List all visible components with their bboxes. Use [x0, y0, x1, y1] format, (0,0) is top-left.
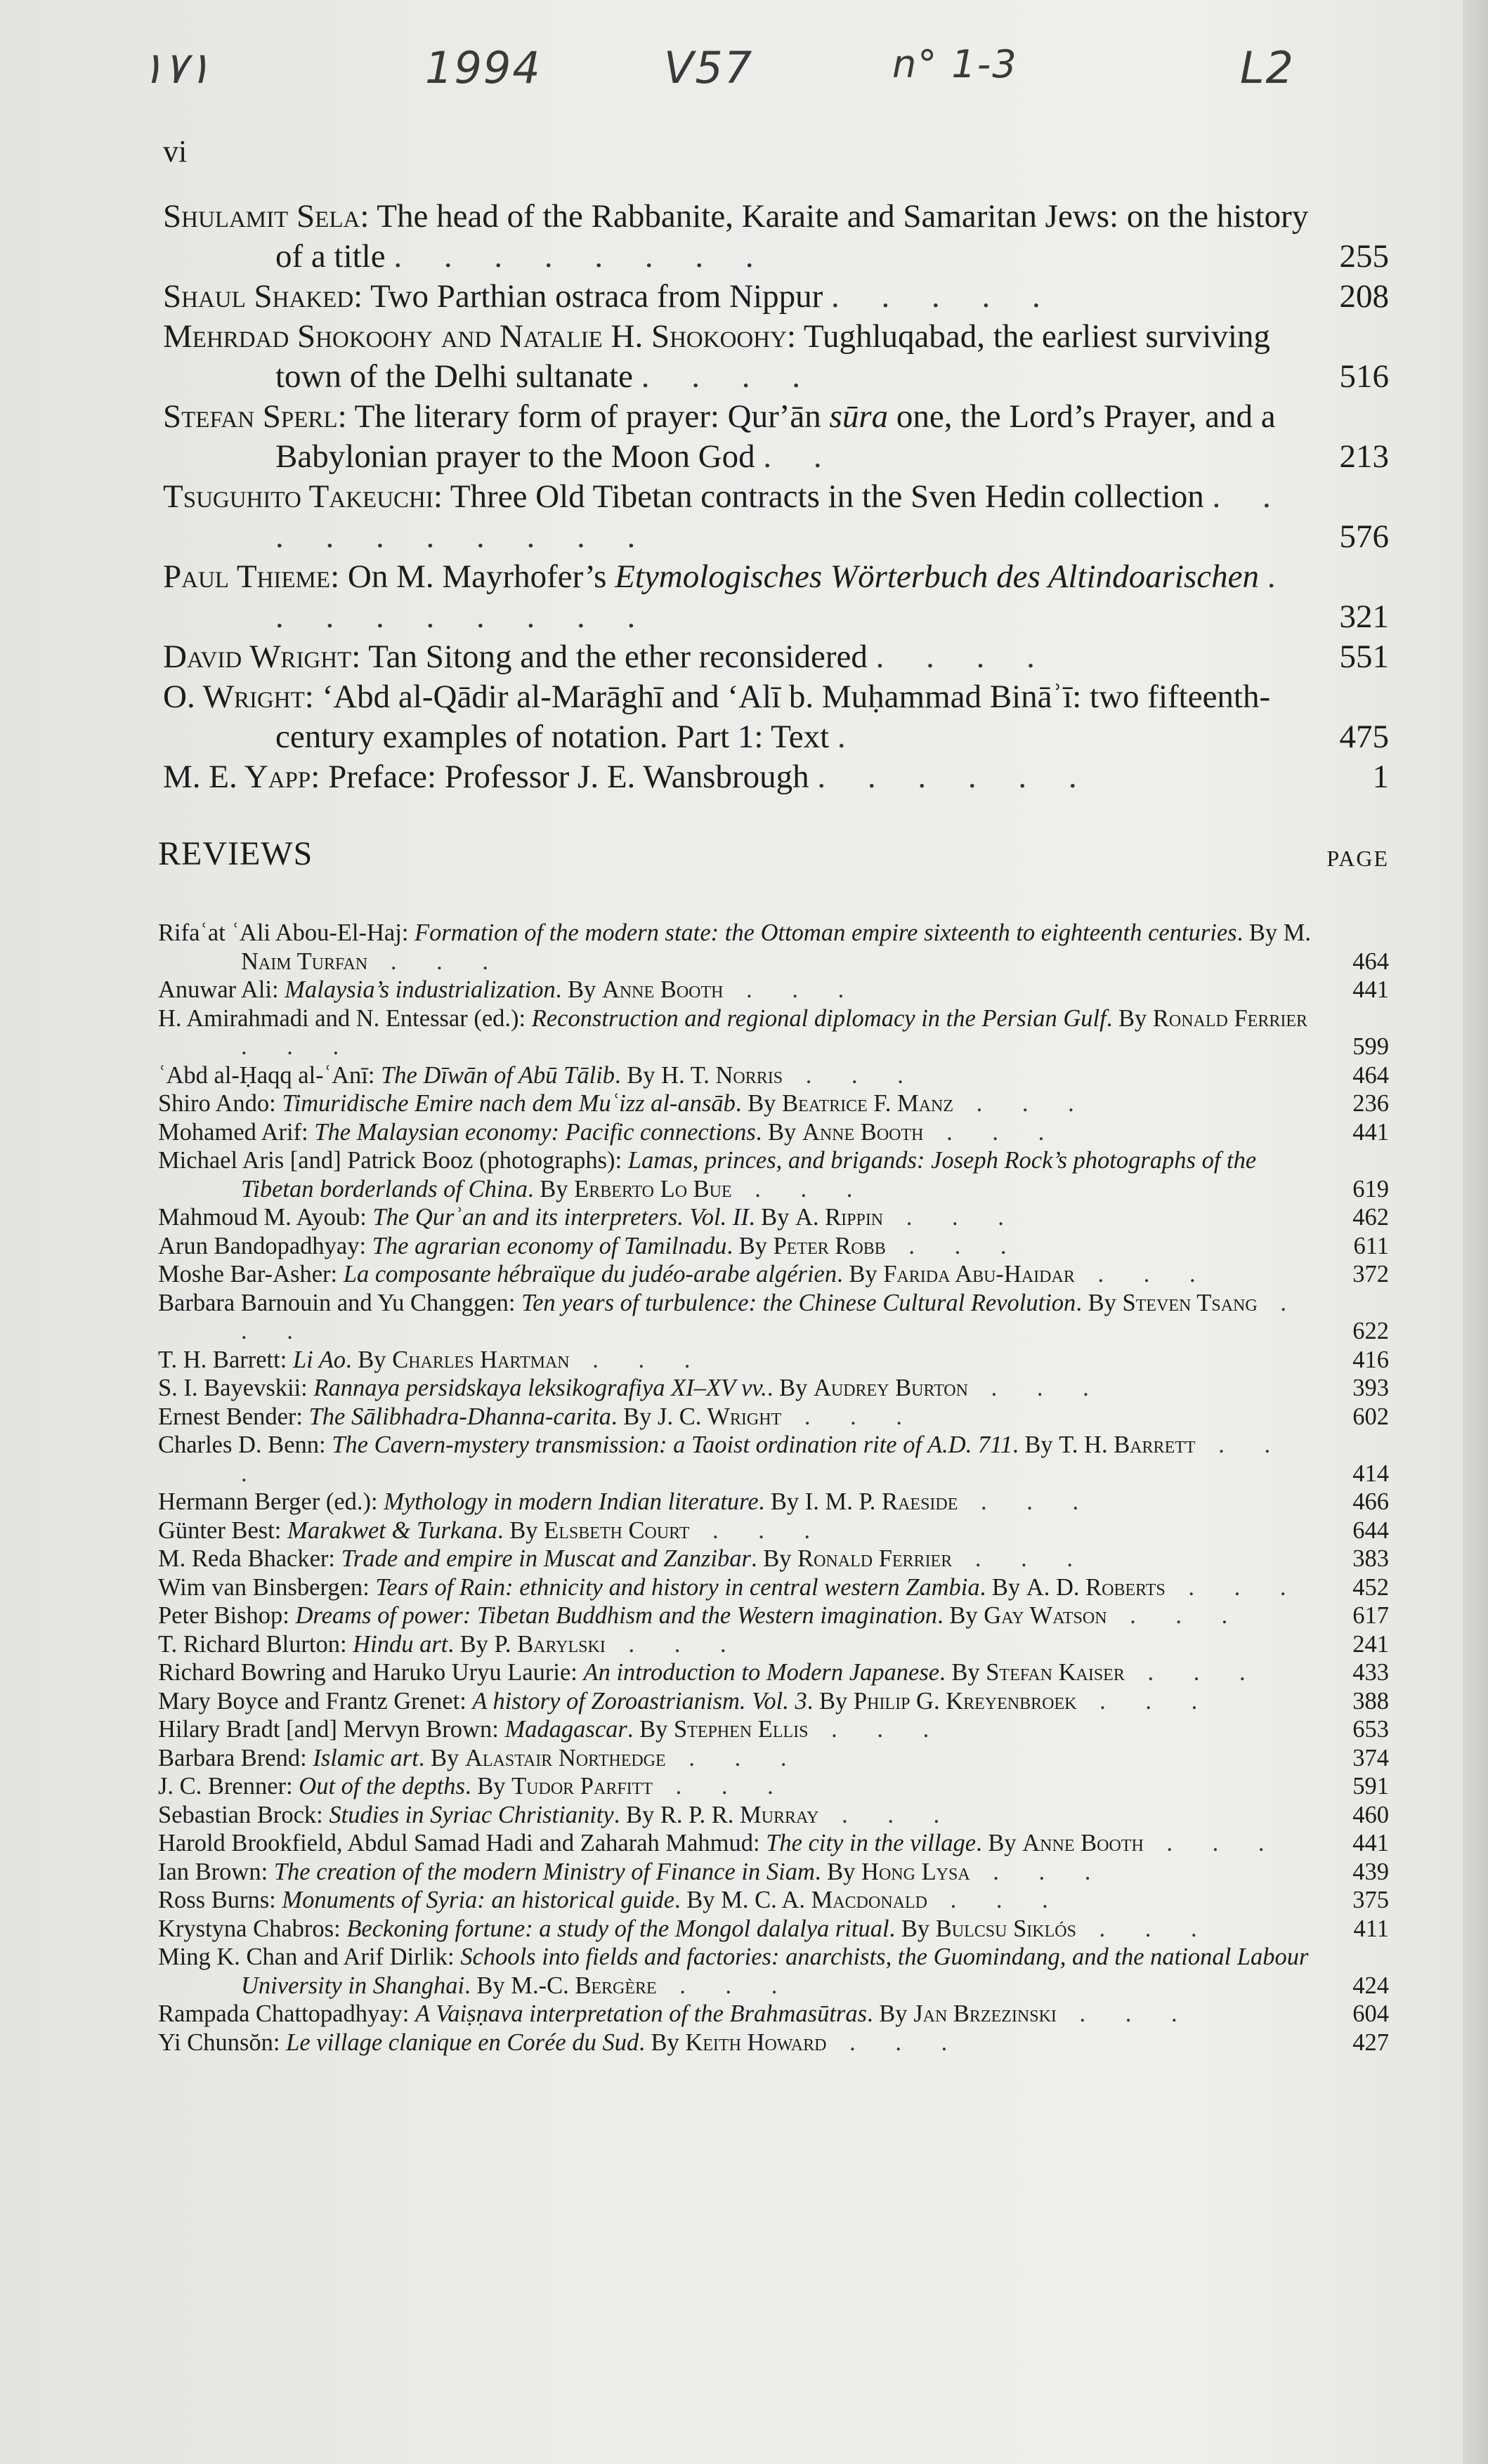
review-book-title: A history of Zoroastrianism. Vol. 3	[472, 1687, 807, 1715]
handwritten-year: 1994	[425, 42, 542, 93]
review-page: 441	[1352, 1830, 1389, 1856]
review-entry: Günter Best: Marakwet & Turkana. By Elsbeth Court . . . 644	[158, 1516, 1389, 1544]
review-reviewer: Alastair Northedge	[464, 1744, 666, 1771]
reviews-header	[158, 834, 1389, 877]
review-entry: Yi Chunsŏn: Le village clanique en Corée du Sud. By Keith Howard . . . 427	[158, 2029, 1389, 2056]
contributor-entry: Mehrdad Shokoohy and Natalie H. Shokoohy: Tughluqabad, the earliest surviving town of the Delhi sultanate . . . . 516	[163, 317, 1389, 397]
review-page: 617	[1352, 1602, 1389, 1629]
contributor-author: O. Wright	[163, 679, 305, 715]
review-reviewer: Charles Hartman	[392, 1346, 570, 1373]
review-page: 611	[1353, 1232, 1389, 1259]
review-book-author: Richard Bowring and Haruko Uryu Laurie	[158, 1659, 571, 1686]
review-page: 374	[1352, 1744, 1389, 1771]
review-book-author: H. Amirahmadi and N. Entessar (ed.)	[158, 1004, 519, 1032]
review-book-author: Arun Bandopadhyay	[158, 1232, 360, 1259]
review-entry: Barbara Brend: Islamic art. By Alastair Northedge . . . 374	[158, 1744, 1389, 1771]
review-book-author: Rampada Chattopadhyay	[158, 2000, 403, 2027]
review-entry: ʿAbd al-Ḥaqq al-ʿAnī: The Dīwān of Abū Tālib. By H. T. Norris . . . 464	[158, 1061, 1389, 1089]
page-column-heading: PAGE	[1326, 846, 1389, 871]
review-entry: J. C. Brenner: Out of the depths. By Tudor Parfitt . . . 591	[158, 1773, 1389, 1800]
review-book-title: Le village clanique en Corée du Sud	[286, 2029, 639, 2056]
contributor-page: 475	[1339, 719, 1389, 755]
review-book-title: The Cavern-mystery transmission: a Taoist ordination rite of A.D. 711	[332, 1431, 1013, 1458]
review-book-author: Michael Aris [and] Patrick Booz (photographs)	[158, 1147, 615, 1174]
review-reviewer: Peter Robb	[773, 1232, 886, 1259]
review-reviewer: H. T. Norris	[661, 1061, 783, 1089]
handwritten-issue: n° 1-3	[892, 42, 1018, 86]
review-book-author: Hilary Bradt [and] Mervyn Brown	[158, 1716, 492, 1743]
review-book-author: M. Reda Bhacker	[158, 1545, 329, 1572]
review-book-author: T. H. Barrett	[158, 1346, 280, 1373]
review-page: 439	[1352, 1858, 1389, 1885]
review-reviewer: Keith Howard	[685, 2029, 827, 2056]
review-reviewer: Elsbeth Court	[544, 1516, 690, 1544]
review-entry: Mahmoud M. Ayoub: The Qurʾan and its interpreters. Vol. II. By A. Rippin . . . 462	[158, 1204, 1389, 1231]
review-entry: Hilary Bradt [and] Mervyn Brown: Madagascar. By Stephen Ellis . . . 653	[158, 1716, 1389, 1743]
review-reviewer: T. H. Barrett	[1059, 1431, 1196, 1458]
review-book-title: The creation of the modern Ministry of Finance in Siam	[273, 1858, 815, 1885]
handwritten-annotation	[130, 28, 1359, 112]
review-entry: Anuwar Ali: Malaysia’s industrialization. By Anne Booth . . . 441	[158, 976, 1389, 1003]
review-book-title: Mythology in modern Indian literature	[384, 1488, 759, 1515]
review-book-author: T. Richard Blurton	[158, 1630, 341, 1658]
review-entry: Hermann Berger (ed.): Mythology in modern Indian literature. By I. M. P. Raeside . . . 466	[158, 1488, 1389, 1515]
review-book-author: Krystyna Chabros	[158, 1915, 334, 1942]
review-entry: Harold Brookfield, Abdul Samad Hadi and Zaharah Mahmud: The city in the village. By Anne Booth . . . 441	[158, 1830, 1389, 1856]
review-entry: Peter Bishop: Dreams of power: Tibetan Buddhism and the Western imagination. By Gay Watson . . . 617	[158, 1602, 1389, 1629]
review-page: 602	[1352, 1403, 1389, 1430]
review-reviewer: Stephen Ellis	[673, 1716, 809, 1743]
review-reviewer: Anne Booth	[601, 976, 724, 1003]
review-page: 388	[1352, 1687, 1389, 1715]
review-book-title: Formation of the modern state: the Ottoman empire sixteenth to eighteenth centuries	[415, 919, 1237, 946]
review-entry: Rifaʿat ʿAli Abou-El-Haj: Formation of the modern state: the Ottoman empire sixteenth to eighteenth centuries. By M. Naim Turfan . . . 464	[158, 919, 1389, 975]
reviews-list	[158, 919, 1389, 2057]
review-entry: Rampada Chattopadhyay: A Vaiṣṇava interpretation of the Brahmasūtras. By Jan Brzezinski . . . 604	[158, 2000, 1389, 2027]
review-book-author: Mary Boyce and Frantz Grenet	[158, 1687, 460, 1715]
review-reviewer: Ronald Ferrier	[797, 1545, 953, 1572]
review-page: 644	[1352, 1516, 1389, 1544]
review-book-title: Reconstruction and regional diplomacy in the Persian Gulf	[531, 1004, 1107, 1032]
review-entry: H. Amirahmadi and N. Entessar (ed.): Reconstruction and regional diplomacy in the Persian Gulf. By Ronald Ferrier . . . 599	[158, 1004, 1389, 1060]
review-reviewer: P. Barylski	[494, 1630, 606, 1658]
review-reviewer: Audrey Burton	[813, 1375, 968, 1401]
page-edge	[1463, 0, 1488, 2464]
contributor-author: Shaul Shaked	[163, 278, 354, 315]
review-book-title: Malaysia’s industrialization	[285, 976, 556, 1003]
review-entry: Krystyna Chabros: Beckoning fortune: a study of the Mongol dalalya ritual. By Bulcsu Siklós . . . 411	[158, 1915, 1389, 1942]
contributor-entry: Shaul Shaked: Two Parthian ostraca from Nippur . . . . . 208	[163, 277, 1389, 317]
review-book-author: Rifaʿat ʿAli Abou-El-Haj	[158, 919, 402, 946]
review-book-title: The Qurʾan and its interpreters. Vol. II	[372, 1204, 749, 1231]
review-reviewer: A. D. Roberts	[1026, 1573, 1166, 1601]
contributor-page: 208	[1339, 278, 1389, 315]
review-page: 622	[1352, 1318, 1389, 1344]
review-book-title: Ten years of turbulence: the Chinese Cultural Revolution	[521, 1289, 1076, 1316]
review-page: 427	[1352, 2029, 1389, 2056]
review-page: 433	[1352, 1659, 1389, 1686]
review-entry: Michael Aris [and] Patrick Booz (photographs): Lamas, princes, and brigands: Joseph Rock’s photographs of the Tibetan borderlands of China. By Erberto Lo Bue . . . 619	[158, 1147, 1389, 1202]
review-entry: M. Reda Bhacker: Trade and empire in Muscat and Zanzibar. By Ronald Ferrier . . . 383	[158, 1545, 1389, 1572]
review-reviewer: Anne Booth	[1022, 1830, 1144, 1856]
contributor-entry: Tsuguhito Takeuchi: Three Old Tibetan contracts in the Sven Hedin collection . . . . . . . . . . 576	[163, 477, 1389, 557]
review-page: 236	[1352, 1090, 1389, 1117]
review-entry: T. H. Barrett: Li Ao. By Charles Hartman . . . 416	[158, 1346, 1389, 1373]
review-book-title: Li Ao	[292, 1346, 346, 1373]
contributor-title: The head of the Rabbanite, Karaite and Samaritan Jews: on the history of a title	[275, 198, 1309, 275]
contributor-title: Tughluqabad, the earliest surviving town of the Delhi sultanate	[275, 318, 1270, 395]
review-page: 464	[1352, 1061, 1389, 1089]
review-book-author: Peter Bishop	[158, 1602, 283, 1629]
review-book-title: The Dīwān of Abū Tālib	[381, 1061, 615, 1089]
review-entry: Mary Boyce and Frantz Grenet: A history of Zoroastrianism. Vol. 3. By Philip G. Kreyenbroek . . . 388	[158, 1687, 1389, 1715]
review-reviewer: Gay Watson	[984, 1602, 1107, 1629]
review-book-author: Ross Burns	[158, 1887, 270, 1913]
review-book-title: Madagascar	[504, 1716, 627, 1743]
review-reviewer: Philip G. Kreyenbroek	[853, 1687, 1077, 1715]
contributor-title: Two Parthian ostraca from Nippur	[370, 278, 823, 315]
review-book-title: The agrarian economy of Tamilnadu	[372, 1232, 727, 1259]
review-reviewer: Erberto Lo Bue	[574, 1175, 732, 1202]
review-book-author: Wim van Binsbergen	[158, 1573, 363, 1601]
contributor-page: 551	[1339, 638, 1389, 675]
contributor-author: Mehrdad Shokoohy and Natalie H. Shokoohy	[163, 318, 787, 355]
review-page: 464	[1352, 948, 1389, 975]
review-book-author: Mohamed Arif	[158, 1118, 302, 1146]
review-book-title: An introduction to Modern Japanese	[583, 1659, 940, 1686]
review-book-author: Moshe Bar-Asher	[158, 1261, 331, 1287]
review-book-author: Shiro Ando	[158, 1090, 270, 1117]
contributor-page: 1	[1372, 759, 1389, 795]
review-book-title: Timuridische Emire nach dem Muʿizz al-ansāb	[282, 1090, 736, 1117]
review-book-title: The Malaysian economy: Pacific connections	[314, 1118, 756, 1146]
review-page: 619	[1352, 1175, 1389, 1202]
review-book-author: ʿAbd al-Ḥaqq al-ʿAnī	[158, 1061, 368, 1089]
review-page: 591	[1352, 1773, 1389, 1800]
review-page: 460	[1352, 1801, 1389, 1828]
review-page: 466	[1352, 1488, 1389, 1515]
review-book-author: Harold Brookfield, Abdul Samad Hadi and Zaharah Mahmud	[158, 1830, 753, 1856]
handwritten-volume: V57	[664, 42, 754, 93]
contributor-title: ‘Abd al-Qādir al-Marāghī and ‘Alī b. Muḥammad Bināʾī: two fifteenth-century examples of notation. Part 1: Text	[275, 679, 1271, 755]
review-book-author: S. I. Bayevskii	[158, 1375, 301, 1401]
review-book-title: Studies in Syriac Christianity	[329, 1801, 614, 1828]
contributor-author: Stefan Sperl	[163, 398, 338, 435]
review-book-title: La composante hébraïque du judéo-arabe algérien	[343, 1261, 837, 1287]
contributor-entry: O. Wright: ‘Abd al-Qādir al-Marāghī and ‘Alī b. Muḥammad Bināʾī: two fifteenth-century examples of notation. Part 1: Text . 475	[163, 677, 1389, 757]
review-reviewer: Anne Booth	[802, 1118, 924, 1146]
review-page: 424	[1352, 1972, 1389, 1999]
review-reviewer: A. Rippin	[795, 1204, 884, 1231]
review-book-title: Tears of Rain: ethnicity and history in central western Zambia	[375, 1573, 980, 1601]
review-reviewer: Stefan Kaiser	[986, 1659, 1125, 1686]
review-reviewer: M. C. A. Macdonald	[721, 1887, 927, 1913]
review-page: 441	[1352, 1118, 1389, 1146]
review-reviewer: J. C. Wright	[658, 1403, 782, 1430]
review-book-author: Barbara Brend	[158, 1744, 301, 1771]
review-book-title: Schools into fields and factories: anarchists, the Guomindang, and the national Labour University in Shanghai	[241, 1944, 1309, 1999]
contributor-title-italic: Etymologisches Wörterbuch des Altindoarischen	[615, 558, 1259, 595]
review-page: 383	[1352, 1545, 1389, 1572]
review-page: 411	[1353, 1915, 1389, 1942]
contributor-author: M. E. Yapp	[163, 759, 311, 795]
review-entry: Barbara Barnouin and Yu Changgen: Ten years of turbulence: the Chinese Cultural Revolution. By Steven Tsang . . . 622	[158, 1289, 1389, 1344]
review-book-author: Hermann Berger (ed.)	[158, 1488, 372, 1515]
review-book-title: Marakwet & Turkana	[287, 1516, 497, 1544]
review-page: 462	[1352, 1204, 1389, 1231]
review-reviewer: Tudor Parfitt	[511, 1773, 653, 1800]
review-entry: T. Richard Blurton: Hindu art. By P. Barylski . . . 241	[158, 1630, 1389, 1658]
contributor-title: Three Old Tibetan contracts in the Sven Hedin collection	[450, 478, 1204, 515]
review-entry: Ross Burns: Monuments of Syria: an historical guide. By M. C. A. Macdonald . . . 375	[158, 1887, 1389, 1913]
review-reviewer: M. Naim Turfan	[241, 919, 1312, 975]
review-entry: Ming K. Chan and Arif Dirlik: Schools into fields and factories: anarchists, the Guomindang, and the national Labour University in Shanghai. By M.-C. Bergère . . . 424	[158, 1944, 1389, 1999]
contributor-author: Paul Thieme	[163, 558, 331, 595]
review-entry: Arun Bandopadhyay: The agrarian economy of Tamilnadu. By Peter Robb . . . 611	[158, 1232, 1389, 1259]
review-entry: Ernest Bender: The Sālibhadra-Dhanna-carita. By J. C. Wright . . . 602	[158, 1403, 1389, 1430]
review-page: 441	[1352, 976, 1389, 1003]
review-book-author: Anuwar Ali	[158, 976, 272, 1003]
contributor-author: David Wright	[163, 638, 352, 675]
review-book-title: Islamic art	[313, 1744, 419, 1771]
review-page: 452	[1352, 1573, 1389, 1601]
review-book-title: The Sālibhadra-Dhanna-carita	[308, 1403, 611, 1430]
review-reviewer: Beatrice F. Manz	[782, 1090, 954, 1117]
review-entry: Moshe Bar-Asher: La composante hébraïque du judéo-arabe algérien. By Farida Abu-Haidar . . . 372	[158, 1261, 1389, 1287]
review-book-author: J. C. Brenner	[158, 1773, 287, 1800]
review-book-title: Out of the depths	[299, 1773, 465, 1800]
review-reviewer: Ronald Ferrier	[1152, 1004, 1308, 1032]
contributor-title-part: The literary form of prayer: Qurʼān	[354, 398, 830, 435]
review-reviewer: Bulcsu Siklós	[935, 1915, 1076, 1942]
contributor-page: 576	[1339, 518, 1389, 555]
contributor-entry: Stefan Sperl: The literary form of prayer: Qurʼān sūra one, the Lord’s Prayer, and a Babylonian prayer to the Moon God . . 213	[163, 397, 1389, 477]
review-book-title: The city in the village	[766, 1830, 977, 1856]
review-book-author: Barbara Barnouin and Yu Changgen	[158, 1289, 509, 1316]
review-page: 393	[1352, 1375, 1389, 1401]
contributor-page: 516	[1339, 358, 1389, 395]
contributor-title-part: one, the Lord’s Prayer, and a Babylonian prayer to the Moon God	[275, 398, 1276, 475]
review-book-title: A Vaiṣṇava interpretation of the Brahmasūtras	[415, 2000, 868, 2027]
reviews-heading: REVIEWS	[158, 835, 313, 872]
review-book-author: Sebastian Brock	[158, 1801, 317, 1828]
contributors-list	[163, 197, 1389, 797]
review-book-author: Ian Brown	[158, 1858, 261, 1885]
handwritten-mark: ١٧١	[141, 42, 211, 93]
review-reviewer: Steven Tsang	[1122, 1289, 1258, 1316]
review-page: 653	[1352, 1716, 1389, 1743]
review-page: 372	[1352, 1261, 1389, 1287]
review-reviewer: Hong Lysa	[861, 1858, 970, 1885]
review-page: 416	[1352, 1346, 1389, 1373]
review-book-author: Mahmoud M. Ayoub	[158, 1204, 360, 1231]
review-book-author: Yi Chunsŏn	[158, 2029, 273, 2056]
review-book-author: Charles D. Benn	[158, 1431, 320, 1458]
contributor-page: 255	[1339, 238, 1389, 275]
review-entry: S. I. Bayevskii: Rannaya persidskaya leksikografiya XI–XV vv.. By Audrey Burton . . . 393	[158, 1375, 1389, 1401]
page-number: vi	[163, 134, 188, 169]
review-reviewer: I. M. P. Raeside	[804, 1488, 958, 1515]
review-entry: Charles D. Benn: The Cavern-mystery transmission: a Taoist ordination rite of A.D. 711. By T. H. Barrett . . . 414	[158, 1431, 1389, 1487]
review-book-title: Dreams of power: Tibetan Buddhism and the Western imagination	[295, 1602, 938, 1629]
contributor-title-part: On M. Mayrhofer’s	[347, 558, 615, 595]
review-reviewer: Farida Abu-Haidar	[883, 1261, 1075, 1287]
contributor-author: Tsuguhito Takeuchi	[163, 478, 433, 515]
review-book-title: Trade and empire in Muscat and Zanzibar	[341, 1545, 751, 1572]
review-book-title: Rannaya persidskaya leksikografiya XI–XV vv.	[313, 1375, 767, 1401]
contributor-title-italic: sūra	[829, 398, 889, 435]
review-book-author: Ming K. Chan and Arif Dirlik	[158, 1944, 448, 1970]
review-book-author: Ernest Bender	[158, 1403, 296, 1430]
review-book-title: Monuments of Syria: an historical guide	[282, 1887, 675, 1913]
review-book-title: Hindu art	[353, 1630, 448, 1658]
handwritten-code: L2	[1240, 42, 1295, 93]
review-page: 604	[1352, 2000, 1389, 2027]
contributor-page: 213	[1339, 438, 1389, 475]
review-entry: Ian Brown: The creation of the modern Ministry of Finance in Siam. By Hong Lysa . . . 439	[158, 1858, 1389, 1885]
review-page: 414	[1352, 1460, 1389, 1487]
review-entry: Sebastian Brock: Studies in Syriac Christianity. By R. P. R. Murray . . . 460	[158, 1801, 1389, 1828]
review-page: 599	[1352, 1033, 1389, 1060]
review-reviewer: Jan Brzezinski	[913, 2000, 1057, 2027]
review-entry: Richard Bowring and Haruko Uryu Laurie: An introduction to Modern Japanese. By Stefan Kaiser . . . 433	[158, 1659, 1389, 1686]
review-page: 375	[1352, 1887, 1389, 1913]
review-entry: Mohamed Arif: The Malaysian economy: Pacific connections. By Anne Booth . . . 441	[158, 1118, 1389, 1146]
contributor-entry: David Wright: Tan Sitong and the ether reconsidered . . . . 551	[163, 637, 1389, 677]
review-page: 241	[1352, 1630, 1389, 1658]
contributor-title: Preface: Professor J. E. Wansbrough	[328, 759, 809, 795]
review-reviewer: M.-C. Bergère	[511, 1972, 657, 1999]
contributor-entry: Paul Thieme: On M. Mayrhofer’s Etymologisches Wörterbuch des Altindoarischen . . . . . . . . . 321	[163, 557, 1389, 637]
review-reviewer: R. P. R. Murray	[660, 1801, 819, 1828]
review-entry: Shiro Ando: Timuridische Emire nach dem Muʿizz al-ansāb. By Beatrice F. Manz . . . 236	[158, 1090, 1389, 1117]
review-book-author: Günter Best	[158, 1516, 275, 1544]
review-book-title: Beckoning fortune: a study of the Mongol dalalya ritual	[346, 1915, 889, 1942]
contributor-author: Shulamit Sela	[163, 198, 360, 235]
review-entry: Wim van Binsbergen: Tears of Rain: ethnicity and history in central western Zambia. By A. D. Roberts . . . 452	[158, 1573, 1389, 1601]
contributor-entry: Shulamit Sela: The head of the Rabbanite, Karaite and Samaritan Jews: on the history of a title . . . . . . . . 255	[163, 197, 1389, 277]
review-book-title: Lamas, princes, and brigands: Joseph Rock’s photographs of the Tibetan borderlands of China	[241, 1147, 1257, 1202]
contributor-title: Tan Sitong and the ether reconsidered	[368, 638, 868, 675]
contributor-entry: M. E. Yapp: Preface: Professor J. E. Wansbrough . . . . . . 1	[163, 757, 1389, 797]
contributor-page: 321	[1339, 598, 1389, 635]
